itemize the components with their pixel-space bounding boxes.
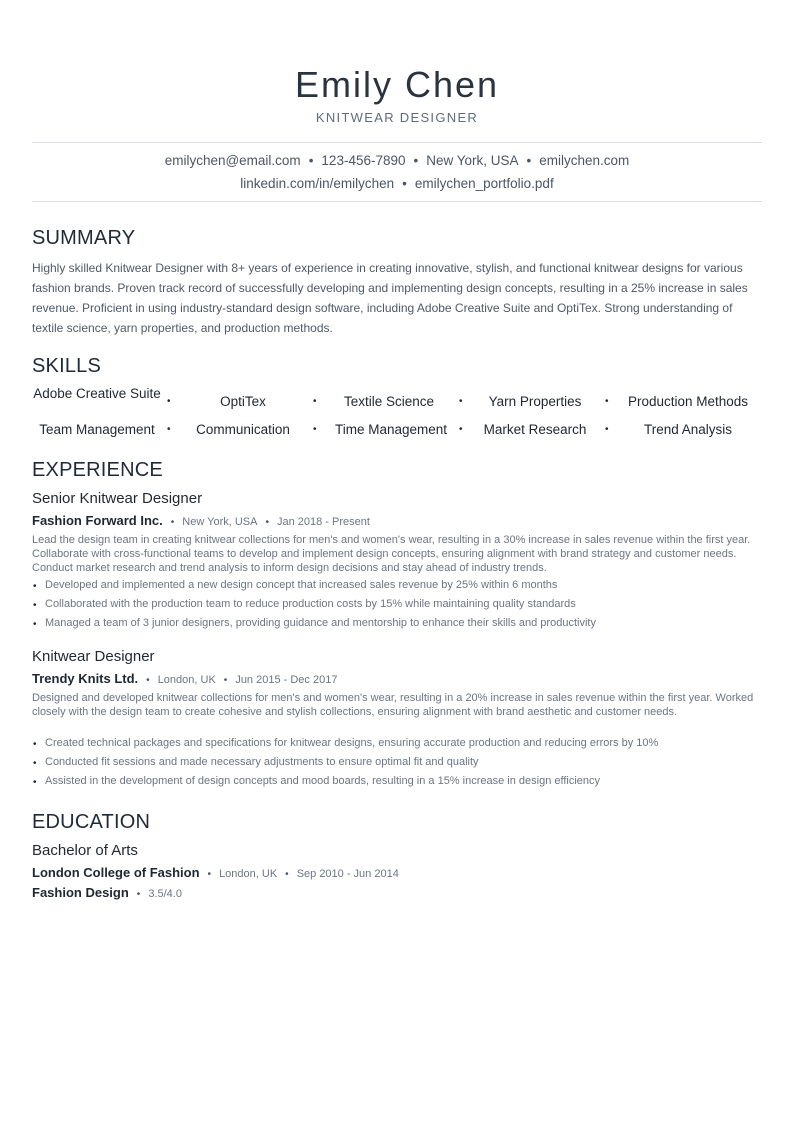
section-title-skills: SKILLS bbox=[32, 355, 102, 377]
job-description: Lead the design team in creating knitwear collections for men's and women's wear, resulting in a 30% increase in sales revenue within the first year. Collaborate with cross-functional teams to develop and implement design concepts, ensuring alignment with brand strategy and customer needs. Conduct market research and trend analysis to inform design decisions and stay ahead of industry trends. bbox=[32, 534, 751, 574]
skill-separator: • bbox=[459, 424, 463, 435]
skill-item: Communication bbox=[196, 422, 290, 437]
job-org-line bbox=[32, 513, 370, 528]
contact-portfolio[interactable]: emilychen_portfolio.pdf bbox=[414, 176, 554, 191]
meta-separator: • bbox=[285, 869, 289, 880]
skill-item: Textile Science bbox=[343, 394, 435, 409]
section-title-summary: SUMMARY bbox=[32, 227, 136, 249]
job-bullets bbox=[32, 734, 762, 791]
job-bullet bbox=[32, 595, 762, 614]
skill-item: OptiTex bbox=[220, 394, 266, 409]
job-company: Fashion Forward Inc. bbox=[32, 513, 163, 528]
skill-item: Yarn Properties bbox=[488, 394, 582, 409]
meta-separator: • bbox=[146, 675, 150, 686]
skill-separator: • bbox=[167, 424, 171, 435]
contact-line-2 bbox=[32, 176, 762, 191]
job-location: London, UK bbox=[157, 674, 216, 686]
education-field-line bbox=[32, 885, 182, 900]
summary-text: Highly skilled Knitwear Designer with 8+ years of experience in creating innovative, stylish, and functional knitwear designs for various fashion brands. Proven track record of successfully developing and implementing design concepts, resulting in a 25% increase in sales revenue. Proficient in using industry-standard design software, including Adobe Creative Suite and OptiTex. Strong understanding of textile science, yarn properties, and production methods. bbox=[32, 261, 748, 335]
education-gpa: 3.5/4.0 bbox=[148, 888, 182, 900]
job-bullet-text: Conducted fit sessions and made necessary adjustments to ensure optimal fit and quality bbox=[45, 756, 479, 768]
job-location: New York, USA bbox=[182, 516, 258, 528]
job-bullet bbox=[32, 614, 762, 633]
bullet-dot: • bbox=[33, 600, 37, 611]
bullet-dot: • bbox=[33, 619, 37, 630]
job-bullet bbox=[32, 734, 762, 753]
contact-phone[interactable]: 123-456-7890 bbox=[321, 153, 406, 168]
contact-separator: • bbox=[402, 176, 407, 191]
section-title-experience: EXPERIENCE bbox=[32, 459, 163, 481]
skill-item: Trend Analysis bbox=[643, 422, 733, 437]
job-bullet-text: Collaborated with the production team to reduce production costs by 15% while maintaining quality standards bbox=[45, 598, 576, 610]
education-degree: Bachelor of Arts bbox=[32, 842, 138, 859]
contact-divider bbox=[32, 201, 762, 202]
meta-separator: • bbox=[223, 675, 228, 686]
job-bullet-text: Managed a team of 3 junior designers, providing guidance and mentorship to enhance their skills and productivity bbox=[45, 617, 596, 629]
education-field: Fashion Design bbox=[32, 885, 129, 900]
bullet-dot: • bbox=[33, 758, 37, 769]
skill-separator: • bbox=[167, 396, 171, 407]
job-bullet-text: Assisted in the development of design concepts and mood boards, resulting in a 15% increase in design efficiency bbox=[45, 775, 601, 787]
skill-separator: • bbox=[313, 424, 317, 435]
meta-separator: • bbox=[170, 517, 175, 528]
header-divider bbox=[32, 142, 762, 143]
job-title: Knitwear Designer bbox=[32, 648, 155, 665]
skill-separator: • bbox=[313, 396, 317, 407]
education-location: London, UK bbox=[219, 868, 278, 880]
skill-separator: • bbox=[605, 424, 609, 435]
skill-item: Adobe Creative Suite bbox=[33, 386, 161, 401]
job-title: Senior Knitwear Designer bbox=[32, 490, 203, 507]
contact-email[interactable]: emilychen@email.com bbox=[164, 153, 301, 168]
job-bullets bbox=[32, 576, 762, 633]
contact-separator: • bbox=[413, 153, 419, 168]
skill-item: Market Research bbox=[483, 422, 587, 437]
meta-separator: • bbox=[136, 889, 141, 900]
job-bullet bbox=[32, 576, 762, 595]
education-school: London College of Fashion bbox=[32, 865, 200, 880]
section-title-education: EDUCATION bbox=[32, 811, 151, 833]
meta-separator: • bbox=[207, 869, 212, 880]
contact-location: New York, USA bbox=[426, 153, 519, 168]
job-org-line bbox=[32, 671, 337, 686]
contact-separator: • bbox=[526, 153, 532, 168]
skill-item: Production Methods bbox=[627, 394, 749, 409]
contact-website[interactable]: emilychen.com bbox=[539, 153, 630, 168]
skills-row-1 bbox=[32, 386, 762, 420]
education-org-line bbox=[32, 865, 399, 880]
job-description: Designed and developed knitwear collections for men's and women's wear, resulting in a 20% increase in sales revenue within the first year. Worked closely with the design team to create cohesive and stylish collections, ensuring alignment with brand aesthetic and customer needs. bbox=[32, 692, 754, 718]
job-dates: Jan 2018 - Present bbox=[276, 516, 370, 528]
bullet-dot: • bbox=[33, 777, 37, 788]
skill-item: Team Management bbox=[39, 422, 155, 437]
contact-line-1 bbox=[32, 153, 762, 168]
skills-row-2 bbox=[32, 422, 762, 456]
job-bullet-text: Developed and implemented a new design concept that increased sales revenue by 25% within 6 months bbox=[45, 579, 558, 591]
job-dates: Jun 2015 - Dec 2017 bbox=[235, 674, 338, 686]
contact-linkedin[interactable]: linkedin.com/in/emilychen bbox=[240, 176, 395, 191]
job-bullet bbox=[32, 753, 762, 772]
job-company: Trendy Knits Ltd. bbox=[32, 671, 139, 686]
skill-separator: • bbox=[605, 396, 609, 407]
candidate-title: KNITWEAR DESIGNER bbox=[315, 110, 479, 125]
skill-separator: • bbox=[459, 396, 463, 407]
contact-separator: • bbox=[308, 153, 314, 168]
candidate-name: Emily Chen bbox=[294, 64, 500, 105]
education-dates: Sep 2010 - Jun 2014 bbox=[296, 868, 399, 880]
skill-item: Time Management bbox=[334, 422, 448, 437]
meta-separator: • bbox=[265, 517, 269, 528]
bullet-dot: • bbox=[33, 581, 37, 592]
job-bullet bbox=[32, 772, 762, 791]
bullet-dot: • bbox=[33, 739, 37, 750]
job-bullet-text: Created technical packages and specifications for knitwear designs, ensuring accurate production and reducing errors by 10% bbox=[45, 737, 659, 749]
